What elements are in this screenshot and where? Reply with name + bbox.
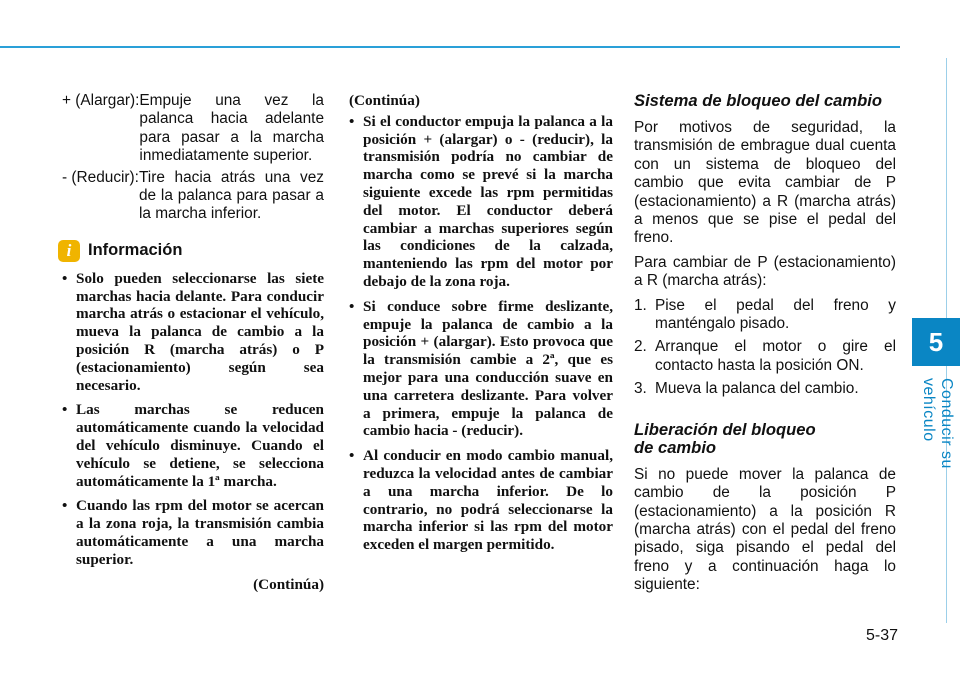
step-item [634,380,896,398]
page-number: 5-37 [865,627,898,644]
info-bullet: • Al conducir en modo cambio manual, reduzca la velocidad antes de cambiar a una marcha inferior. De lo contrario, no podrá seleccionarse la marcha inferior si las rpm del motor exceden el margen permitido. [349,447,613,554]
step-text: Mueva la palanca del cambio. [655,380,859,398]
continued-label: (Continúa) [253,575,324,593]
step-number: 1. [634,296,647,314]
paragraph: Para cambiar de P (estacionamiento) a R (marcha atrás): [634,253,896,290]
step-item [634,297,896,334]
steps-list [634,297,896,399]
step-text: Arranque el motor o gire el contacto hasta la posición ON. [655,338,896,374]
section-title-shift-lock-release: Liberación del bloqueo de cambio [634,419,816,457]
definition-reducir [62,169,324,224]
information-icon: i [58,240,80,262]
definition-text: Empuje una vez la palanca hacia adelante para pasar a la marcha inmediatamente superior. [139,92,324,165]
info-header [62,240,324,262]
definition-term: - (Reducir): [62,168,139,186]
info-bullet-list [62,270,324,569]
info-bullet: • Las marchas se reducen automáticamente cuando la velocidad del vehículo disminuye. Cuando el vehículo se detiene, se selecciona automáticamente la 1ª marcha. [62,401,324,490]
definition-alargar [62,92,324,166]
step-number: 2. [634,338,647,356]
chapter-title: Conducir su vehículo [920,378,955,469]
section-title-shift-lock: Sistema de bloqueo del cambio [634,91,883,110]
info-bullet-list [349,113,613,554]
definition-text: Tire hacia atrás una vez de la palanca para pasar a la marcha inferior. [138,168,324,223]
paragraph: Por motivos de seguridad, la transmisión de embrague dual cuenta con un sistema de bloqueo del cambio que evita cambiar de P (estacionamiento) a R (marcha atrás) a menos que se pise el pedal del freno. [634,119,896,247]
spacer [634,405,896,421]
chapter-tab: 5 [912,318,960,366]
header-rule [0,46,900,48]
paragraph: Si no puede mover la palanca de cambio de la posición P (estacionamiento) a la posición R (marcha atrás) con el pedal del freno pisado, siga pisando el pedal del freno y a continuación haga lo siguiente: [634,465,896,594]
step-text: Pise el pedal del freno y manténgalo pisado. [655,296,896,333]
info-bullet: • Cuando las rpm del motor se acercan a la zona roja, la transmisión cambia automáticamente a una marcha superior. [62,497,324,568]
info-title: Información [88,241,183,260]
info-bullet: • Si el conductor empuja la palanca a la posición + (alargar) o - (reducir), la transmisión podría no cambiar de marcha como se prevé si la marcha siguiente excede las rpm permitidas del motor. El conductor deberá cambiar a marchas superiores según las condiciones de la calzada, manteniendo las rpm del motor por debajo de la zona roja. [349,113,613,291]
definition-term: + (Alargar): [62,92,140,109]
info-bullet: • Solo pueden seleccionarse las siete marchas hacia delante. Para conducir marcha atrás o estacionar el vehículo, mueva la palanca de cambio a la posición R (marcha atrás) o P (estacionamiento) según sea necesario. [62,270,324,395]
column-left [62,92,324,593]
step-number: 3. [634,380,647,398]
column-middle [349,92,613,561]
step-item [634,338,896,375]
continued-label: (Continúa) [349,92,420,109]
column-right [634,92,896,601]
info-bullet: • Si conduce sobre firme deslizante, empuje la palanca de cambio a la posición + (alargar). Esto provoca que la transmisión cambie a 2ª, que es mejor para una conducción suave en una carretera deslizante. Para volver a primera, empuje la palanca de cambio hacia - (reducir). [349,298,613,440]
